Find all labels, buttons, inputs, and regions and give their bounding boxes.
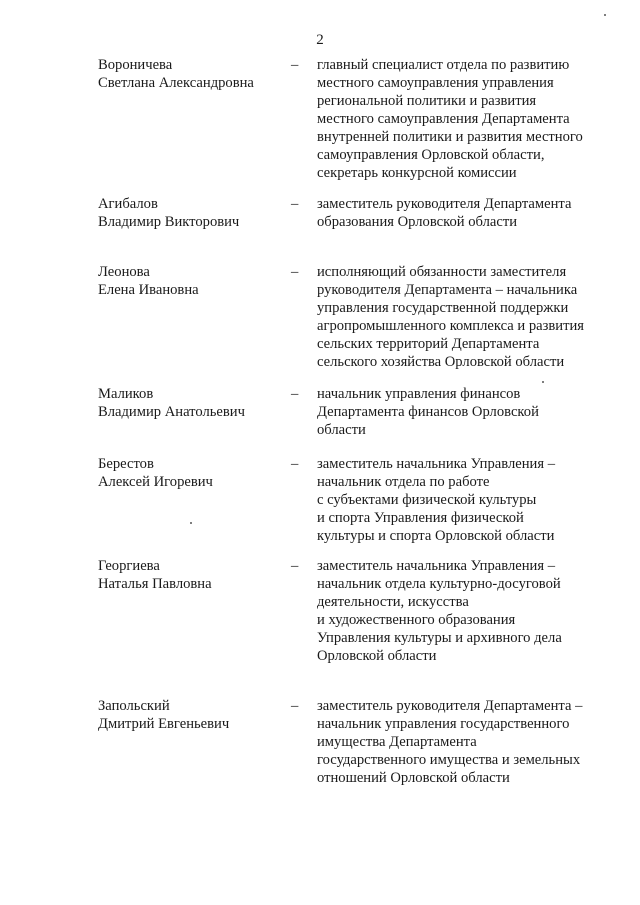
member-role bbox=[317, 455, 617, 545]
member-name bbox=[98, 455, 288, 491]
role-line: Орловской области bbox=[317, 648, 437, 664]
role-line: деятельности, искусства bbox=[317, 594, 469, 610]
member-name bbox=[98, 697, 288, 733]
member-given-name: Дмитрий Евгеньевич bbox=[98, 716, 230, 732]
role-line: сельского хозяйства Орловской области bbox=[317, 354, 565, 370]
separator-dash: – bbox=[291, 456, 299, 472]
role-line: региональной политики и развития bbox=[317, 93, 537, 109]
role-line: области bbox=[317, 422, 366, 438]
separator-dash: – bbox=[291, 264, 299, 280]
role-line: Управления культуры и архивного дела bbox=[317, 630, 562, 646]
role-line: начальник отдела культурно-досуговой bbox=[317, 576, 561, 592]
role-line: секретарь конкурсной комиссии bbox=[317, 165, 517, 181]
member-surname: Георгиева bbox=[98, 558, 160, 574]
member-name bbox=[98, 385, 288, 421]
role-line: и спорта Управления физической bbox=[317, 510, 524, 526]
member-surname: Маликов bbox=[98, 386, 154, 402]
member-name bbox=[98, 195, 288, 231]
member-surname: Берестов bbox=[98, 456, 154, 472]
member-given-name: Владимир Анатольевич bbox=[98, 404, 245, 420]
role-line: и художественного образования bbox=[317, 612, 516, 628]
role-line: начальник отдела по работе bbox=[317, 474, 490, 490]
member-given-name: Наталья Павловна bbox=[98, 576, 212, 592]
separator-dash: – bbox=[291, 558, 299, 574]
member-given-name: Владимир Викторович bbox=[98, 214, 240, 230]
separator-dash: – bbox=[291, 196, 299, 212]
member-role bbox=[317, 195, 617, 231]
role-line: образования Орловской области bbox=[317, 214, 518, 230]
member-role bbox=[317, 56, 617, 182]
member-name bbox=[98, 557, 288, 593]
scan-speck bbox=[604, 14, 606, 16]
role-line: агропромышленного комплекса и развития bbox=[317, 318, 584, 334]
role-line: исполняющий обязанности заместителя bbox=[317, 264, 567, 280]
role-line: главный специалист отдела по развитию bbox=[317, 57, 570, 73]
member-surname: Леонова bbox=[98, 264, 150, 280]
scan-speck bbox=[542, 381, 544, 383]
role-line: заместитель руководителя Департамента – bbox=[317, 698, 583, 714]
member-given-name: Елена Ивановна bbox=[98, 282, 199, 298]
role-line: местного самоуправления Департамента bbox=[317, 111, 570, 127]
member-given-name: Алексей Игоревич bbox=[98, 474, 213, 490]
member-name bbox=[98, 56, 288, 92]
separator-dash: – bbox=[291, 57, 299, 73]
role-line: руководителя Департамента – начальника bbox=[317, 282, 578, 298]
member-given-name: Светлана Александровна bbox=[98, 75, 254, 91]
member-name bbox=[98, 263, 288, 299]
role-line: начальник управления финансов bbox=[317, 386, 521, 402]
member-surname: Вороничева bbox=[98, 57, 173, 73]
role-line: имущества Департамента bbox=[317, 734, 477, 750]
member-role bbox=[317, 385, 617, 439]
member-role bbox=[317, 557, 617, 665]
role-line: управления государственной поддержки bbox=[317, 300, 569, 316]
member-surname: Агибалов bbox=[98, 196, 158, 212]
role-line: культуры и спорта Орловской области bbox=[317, 528, 555, 544]
page-number: 2 bbox=[316, 32, 324, 48]
role-line: отношений Орловской области bbox=[317, 770, 510, 786]
member-surname: Запольский bbox=[98, 698, 170, 714]
role-line: Департамента финансов Орловской bbox=[317, 404, 539, 420]
role-line: с субъектами физической культуры bbox=[317, 492, 537, 508]
role-line: сельских территорий Департамента bbox=[317, 336, 540, 352]
role-line: государственного имущества и земельных bbox=[317, 752, 581, 768]
role-line: местного самоуправления управления bbox=[317, 75, 554, 91]
member-role bbox=[317, 263, 617, 371]
member-role bbox=[317, 697, 617, 787]
role-line: заместитель руководителя Департамента bbox=[317, 196, 572, 212]
scan-speck bbox=[190, 522, 192, 524]
role-line: внутренней политики и развития местного bbox=[317, 129, 583, 145]
role-line: заместитель начальника Управления – bbox=[317, 456, 555, 472]
separator-dash: – bbox=[291, 698, 299, 714]
separator-dash: – bbox=[291, 386, 299, 402]
role-line: самоуправления Орловской области, bbox=[317, 147, 545, 163]
role-line: заместитель начальника Управления – bbox=[317, 558, 555, 574]
role-line: начальник управления государственного bbox=[317, 716, 570, 732]
